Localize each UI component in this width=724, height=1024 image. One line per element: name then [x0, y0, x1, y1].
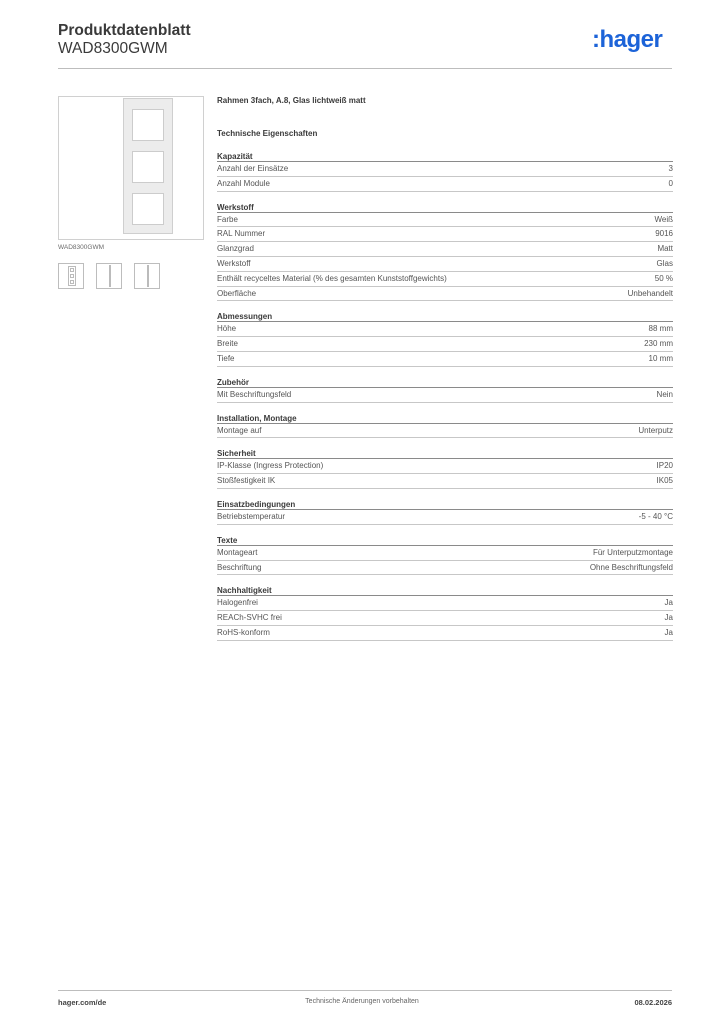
spec-label: Montage auf: [217, 425, 262, 435]
thumbnail-frame: [147, 265, 149, 287]
spec-label: IP-Klasse (Ingress Protection): [217, 461, 324, 471]
spec-value: Ja: [664, 598, 673, 608]
spec-row: [217, 242, 673, 257]
spec-group-title: Abmessungen: [217, 311, 673, 322]
spec-group-title: Zubehör: [217, 377, 673, 388]
spec-label: Betriebstemperatur: [217, 511, 286, 521]
spec-group-title: Werkstoff: [217, 202, 673, 213]
spec-group: [217, 311, 673, 366]
spec-row: [217, 227, 673, 242]
spec-value: 0: [668, 178, 673, 188]
spec-row: [217, 322, 673, 337]
thumbnail-side[interactable]: [96, 263, 122, 289]
spec-value: Weiß: [654, 214, 673, 224]
spec-group: [217, 535, 673, 576]
spec-label: Stoßfestigkeit IK: [217, 476, 276, 486]
spec-group: [217, 585, 673, 640]
spec-label: REACh-SVHC frei: [217, 613, 282, 623]
header-divider: [58, 68, 672, 69]
spec-group: [217, 448, 673, 489]
thumbnail-frame: [109, 265, 111, 287]
spec-row: [217, 596, 673, 611]
spec-value: Ja: [664, 627, 673, 637]
hager-logo: :hager: [592, 26, 663, 53]
spec-label: Werkstoff: [217, 258, 251, 268]
thumbnail-opening: [70, 280, 74, 284]
spec-value: Ja: [664, 613, 673, 623]
spec-value: 9016: [655, 229, 673, 239]
spec-value: -5 - 40 °C: [638, 511, 673, 521]
spec-label: Beschriftung: [217, 562, 262, 572]
footer-divider: [58, 990, 672, 991]
frame-opening: [132, 151, 164, 183]
spec-group: [217, 377, 673, 403]
spec-label: Halogenfrei: [217, 598, 258, 608]
spec-group: [217, 151, 673, 192]
spec-row: [217, 388, 673, 403]
spec-row: [217, 459, 673, 474]
spec-row: [217, 424, 673, 439]
spec-group-title: Texte: [217, 535, 673, 546]
thumbnail-front[interactable]: [58, 263, 84, 289]
spec-value: Glas: [656, 258, 673, 268]
spec-group-title: Einsatzbedingungen: [217, 499, 673, 510]
spec-label: Anzahl der Einsätze: [217, 164, 289, 173]
spec-group: [217, 499, 673, 525]
spec-group-title: Sicherheit: [217, 448, 673, 459]
frame-illustration: [123, 98, 173, 234]
footer-date: 08.02.2026: [634, 998, 672, 1007]
spec-value: IP20: [656, 461, 673, 471]
product-image: [58, 96, 204, 240]
spec-label: Tiefe: [217, 353, 235, 363]
spec-group: [217, 202, 673, 302]
product-code: WAD8300GWM: [58, 40, 168, 57]
spec-row: [217, 162, 673, 177]
spec-value: Nein: [656, 389, 673, 399]
spec-label: Glanzgrad: [217, 244, 254, 254]
thumbnail-opening: [70, 268, 74, 272]
spec-row: [217, 510, 673, 525]
spec-label: Farbe: [217, 214, 238, 224]
footer-website[interactable]: hager.com/de: [58, 998, 107, 1007]
spec-group-title: Installation, Montage: [217, 413, 673, 424]
spec-value: Für Unterputzmontage: [592, 547, 673, 557]
spec-row: [217, 213, 673, 228]
spec-label: Breite: [217, 339, 238, 349]
spec-row: [217, 561, 673, 576]
spec-value: Unbehandelt: [627, 288, 673, 298]
spec-value: 50 %: [654, 273, 673, 283]
spec-label: Montageart: [217, 547, 258, 557]
spec-row: [217, 337, 673, 352]
spec-value: IK05: [656, 476, 673, 486]
product-name: Rahmen 3fach, A.8, Glas lichtweiß matt: [217, 96, 366, 105]
spec-row: [217, 474, 673, 489]
spec-value: 10 mm: [648, 353, 673, 363]
spec-row: [217, 272, 673, 287]
spec-value: Matt: [657, 244, 673, 254]
spec-content: [217, 96, 673, 641]
spec-row: [217, 352, 673, 367]
section-heading: Technische Eigenschaften: [217, 129, 318, 138]
spec-label: Höhe: [217, 324, 237, 334]
spec-group-title: Nachhaltigkeit: [217, 585, 673, 596]
spec-groups: [217, 151, 673, 641]
spec-group-title: Kapazität: [217, 151, 673, 162]
spec-label: Enthält recyceltes Material (% des gesamten Kunststoffgewichts): [217, 273, 447, 283]
frame-opening: [132, 109, 164, 141]
spec-row: [217, 257, 673, 272]
frame-opening: [132, 193, 164, 225]
spec-group: [217, 413, 673, 439]
footer-notice: Technische Änderungen vorbehalten: [305, 998, 419, 1005]
spec-label: RoHS-konform: [217, 627, 270, 637]
page-title: Produktdatenblatt: [58, 22, 191, 39]
spec-value: 88 mm: [648, 324, 673, 334]
spec-row: [217, 177, 673, 192]
spec-value: Ohne Beschriftungsfeld: [589, 562, 673, 572]
spec-value: Unterputz: [638, 425, 673, 435]
spec-value: 3: [668, 164, 673, 173]
spec-row: [217, 626, 673, 641]
spec-label: Mit Beschriftungsfeld: [217, 389, 292, 399]
spec-label: Anzahl Module: [217, 178, 270, 188]
thumbnail-back[interactable]: [134, 263, 160, 289]
spec-row: [217, 287, 673, 302]
spec-row: [217, 546, 673, 561]
spec-value: 230 mm: [644, 339, 673, 349]
spec-label: Oberfläche: [217, 288, 257, 298]
image-caption: WAD8300GWM: [58, 244, 104, 251]
thumbnail-opening: [70, 274, 74, 278]
spec-label: RAL Nummer: [217, 229, 266, 239]
spec-row: [217, 611, 673, 626]
